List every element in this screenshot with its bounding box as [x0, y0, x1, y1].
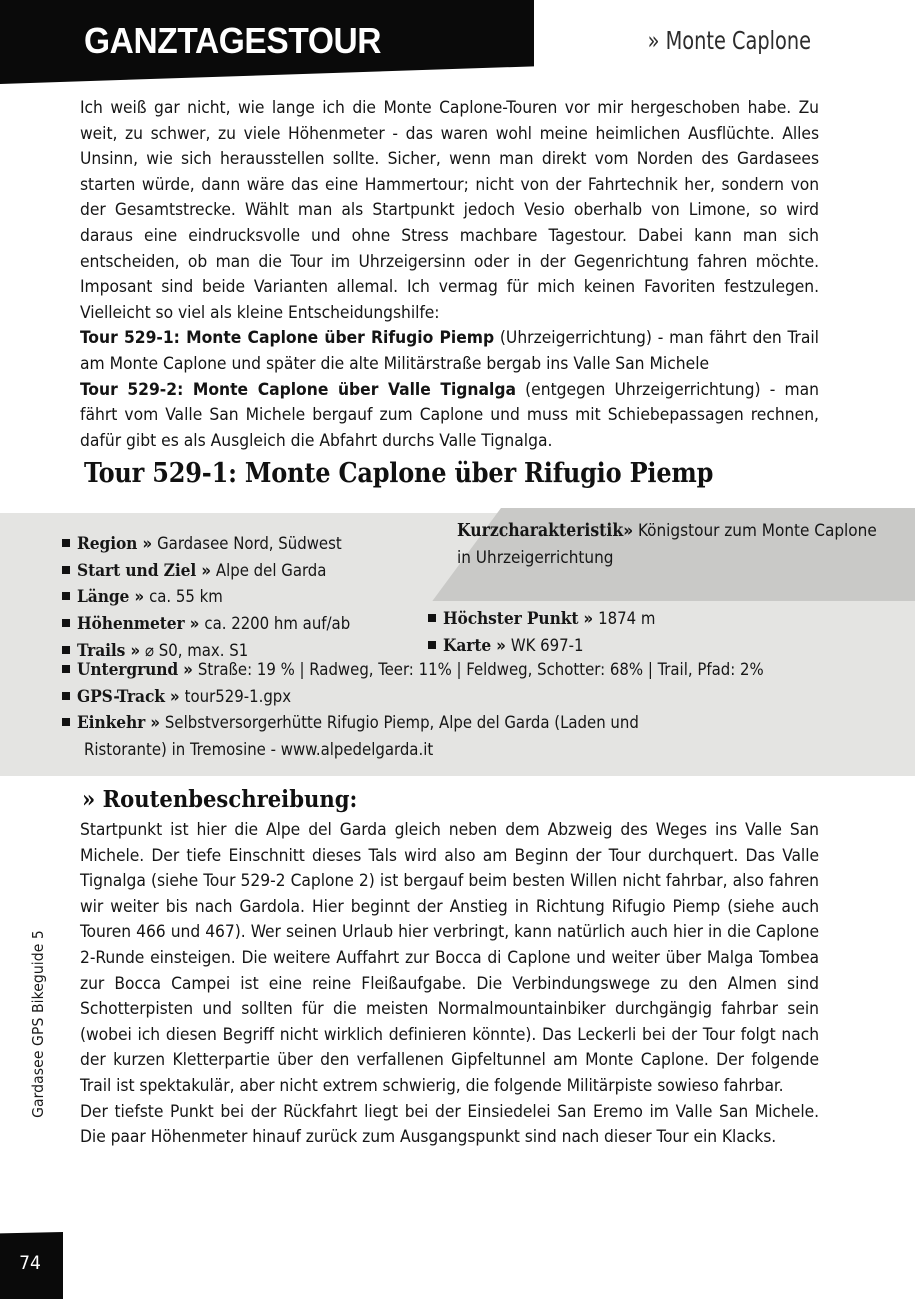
square-bullet-icon	[428, 641, 436, 649]
square-bullet-icon	[62, 646, 70, 654]
fact-row	[62, 710, 902, 737]
fact-row	[428, 606, 888, 633]
route-section	[80, 818, 819, 1151]
fact-row	[62, 657, 902, 684]
fact-label: Höhenmeter	[77, 614, 185, 635]
square-bullet-icon	[62, 692, 70, 700]
fact-row	[62, 531, 482, 558]
fact-value-continuation: Ristorante) in Tremosine - www.alpedelgarda.it	[84, 740, 434, 760]
chevron-icon: »	[491, 635, 506, 655]
fact-value: WK 697-1	[510, 635, 584, 655]
fact-list-left	[62, 531, 482, 665]
fact-label: Untergrund	[77, 660, 179, 680]
fact-value: Selbstversorgerhütte Rifugio Piemp, Alpe del Garda (Laden und	[164, 713, 639, 733]
fact-row	[62, 584, 482, 611]
series-label-vertical: Gardasee GPS Bikeguide 5	[29, 930, 47, 1118]
fact-value: tour529-1.gpx	[184, 686, 292, 706]
fact-value: Alpe del Garda	[215, 560, 327, 580]
fact-value: ca. 55 km	[149, 587, 223, 607]
square-bullet-icon	[62, 718, 70, 726]
fact-label: Höchster Punkt	[443, 609, 579, 629]
square-bullet-icon	[62, 619, 70, 627]
header-subtitle: » Monte Caplone	[647, 26, 811, 55]
fact-label: Start und Ziel	[77, 560, 197, 581]
fact-label: Länge	[77, 587, 130, 608]
square-bullet-icon	[62, 566, 70, 574]
route-paragraph-2: Der tiefste Punkt bei der Rückfahrt liegt bei der Einsiedelei San Eremo im Valle San Michele. Die paar Höhenmeter hinauf zurück zum Ausgangspunkt sind nach dieser Tour ein Klacks.	[80, 1101, 819, 1148]
fact-row	[62, 611, 482, 638]
fact-value: Straße: 19 % | Radweg, Teer: 11% | Feldweg, Schotter: 68% | Trail, Pfad: 2%	[197, 660, 764, 679]
fact-row	[62, 558, 482, 585]
fact-label: GPS-Track	[77, 686, 165, 707]
chevron-icon: »	[178, 660, 193, 679]
variant-1-label: Tour 529-1: Monte Caplone über Rifugio Piemp	[80, 328, 495, 349]
variant-1-text: (Uhrzeigerrichtung) - man fährt den Trail am Monte Caplone und später die alte Militärstraße bergab ins Valle San Michele	[80, 328, 819, 374]
fact-row	[62, 684, 902, 711]
fact-row	[428, 633, 888, 660]
variant-2-text: (entgegen Uhrzeigerrichtung) - man fährt vom Valle San Michele bergauf zum Caplone und muss mit Schiebepassagen rechnen, dafür gibt es als Ausgleich die Abfahrt durchs Valle Tignalga.	[80, 379, 820, 451]
page-title: GANZTAGESTOUR	[84, 20, 382, 61]
variant-2-label: Tour 529-2: Monte Caplone über Valle Tignalga	[80, 379, 516, 400]
fact-label: Trails	[77, 640, 126, 661]
page-number: 74	[19, 1252, 41, 1274]
square-bullet-icon	[62, 592, 70, 600]
chevron-icon: »	[623, 521, 634, 541]
intro-paragraph: Ich weiß gar nicht, wie lange ich die Monte Caplone-Touren vor mir hergeschoben habe. Zu weit, zu schwer, zu viele Höhenmeter - das waren wohl meine heimlichen Ausflüchte. Alles Unsinn, wie sich herausstellen sollte. Sicher, wenn man direkt vom Norden des Gardasees starten würde, dann wäre das eine Hammertour; nicht von der Fahrtechnik her, sondern von der Gesamtstrecke. Wählt man als Startpunkt jedoch Vesio oberhalb von Limone, so wird daraus eine eindrucksvolle und ohne Stress machbare Tagestour. Dabei kann man sich entscheiden, ob man die Tour im Uhrzeigersinn oder in der Gegenrichtung fahren möchte. Imposant sind beide Varianten allemal. Ich vermag für mich keinen Favoriten festzulegen. Vielleicht so viel als kleine Entscheidungshilfe:	[80, 98, 819, 323]
chevron-icon: »	[129, 587, 145, 607]
fact-value: 1874 m	[598, 609, 656, 628]
fact-value: ca. 2200 hm auf/ab	[204, 614, 351, 634]
kurzcharakteristik-label: Kurzcharakteristik	[457, 521, 624, 541]
fact-list-wide	[62, 657, 902, 763]
fact-value: ⌀ S0, max. S1	[145, 640, 249, 660]
chevron-icon: »	[164, 686, 180, 706]
chevron-icon: »	[145, 713, 160, 733]
kurzcharakteristik-value: Königstour zum Monte Caplone in Uhrzeigerrichtung	[457, 521, 877, 568]
fact-list-right	[428, 606, 888, 659]
square-bullet-icon	[428, 614, 436, 622]
chevron-icon: »	[125, 640, 141, 660]
section-heading: Tour 529-1: Monte Caplone über Rifugio Piemp	[84, 457, 714, 489]
intro-section	[80, 96, 819, 454]
fact-label: Karte	[443, 635, 492, 656]
kurzcharakteristik-text	[457, 518, 887, 572]
variant-2-line	[80, 378, 819, 455]
chevron-icon: »	[578, 609, 594, 628]
fact-label: Einkehr	[77, 713, 146, 734]
chevron-icon: »	[184, 614, 200, 634]
chevron-icon: »	[137, 534, 153, 553]
route-heading: » Routenbeschreibung:	[82, 785, 358, 813]
route-paragraph-1: Startpunkt ist hier die Alpe del Garda gleich neben dem Abzweig des Weges ins Valle San Michele. Der tiefe Einschnitt dieses Tals wird also am Beginn der Tour durchquert. Das Valle Tignalga (siehe Tour 529-2 Caplone 2) ist bergauf beim besten Willen nicht fahrbar, also fahren wir weiter bis nach Gardola. Hier beginnt der Anstieg in Richtung Rifugio Piemp (siehe auch Touren 466 und 467). Wer seinen Urlaub hier verbringt, kann natürlich auch hier in die Caplone 2-Runde einsteigen. Die weitere Auffahrt zur Bocca di Caplone und weiter über Malga Tombea zur Bocca Campei ist eine reine Fleißaufgabe. Die Verbindungswege zu den Almen sind Schotterpisten und sollten für die meisten Normalmountainbiker durchgängig fahrbar sein (wobei ich diesen Begriff nicht wirklich definieren könnte). Das Leckerli bei der Tour folgt nach der kurzen Kletterpartie über den verfallenen Gipfeltunnel am Monte Caplone. Der folgende Trail ist spektakulär, aber nicht extrem schwierig, die folgende Militärpiste sowieso fahrbar.	[80, 820, 819, 1096]
chevron-icon: »	[196, 560, 211, 580]
page-header	[0, 0, 915, 92]
square-bullet-icon	[62, 539, 70, 547]
fact-value: Gardasee Nord, Südwest	[157, 534, 342, 553]
square-bullet-icon	[62, 665, 70, 673]
variant-1-line	[80, 326, 819, 377]
fact-label: Region	[77, 534, 138, 554]
